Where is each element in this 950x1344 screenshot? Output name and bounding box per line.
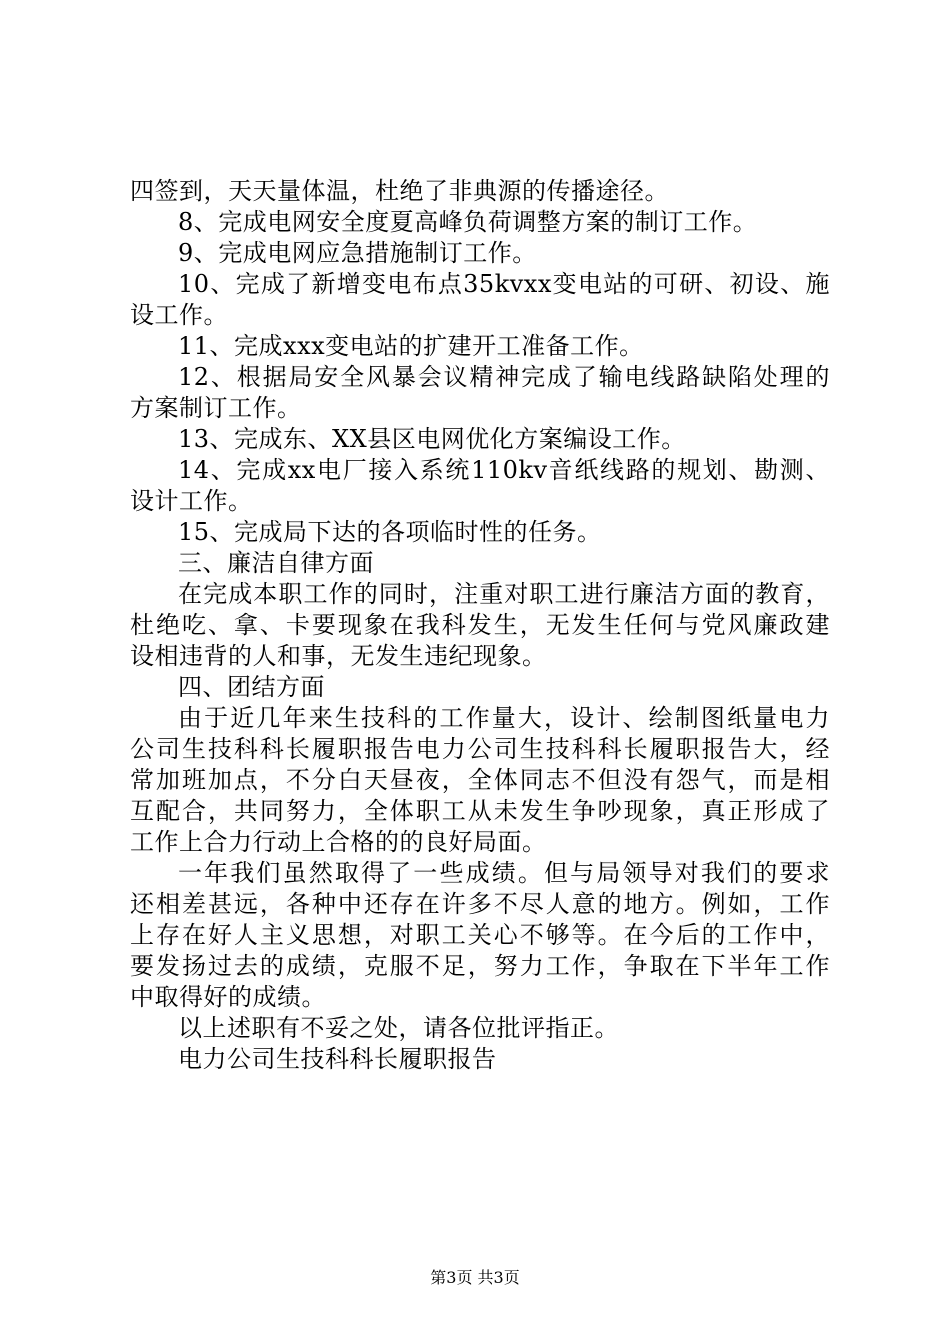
text-line: 方案制订工作。 <box>130 394 302 422</box>
text-line: 四签到，天天量体温，杜绝了非典源的传播途径。 <box>130 177 669 205</box>
text-line: 上存在好人主义思想，对职工关心不够等。在今后的工作中， <box>130 921 830 949</box>
text-line: 9、完成电网应急措施制订工作。 <box>178 239 537 267</box>
text-line: 设工作。 <box>130 301 228 329</box>
text-line: 以上述职有不妥之处，请各位批评指正。 <box>178 1014 619 1042</box>
text-line: 公司生技科科长履职报告电力公司生技科科长履职报告大，经 <box>130 735 830 763</box>
document-closing-title: 电力公司生技科科长履职报告 <box>178 1045 497 1073</box>
text-line: 11、完成xxx变电站的扩建开工准备工作。 <box>178 332 644 360</box>
text-line: 一年我们虽然取得了一些成绩。但与局领导对我们的要求 <box>178 859 830 887</box>
page-number: 第3页 共3页 <box>430 1268 520 1287</box>
text-line: 设计工作。 <box>130 487 253 515</box>
text-line: 杜绝吃、拿、卡要现象在我科发生，无发生任何与党风廉政建 <box>130 611 830 639</box>
text-line: 常加班加点，不分白天昼夜，全体同志不但没有怨气，而是相 <box>130 766 830 794</box>
text-line: 由于近几年来生技科的工作量大，设计、绘制图纸量电力 <box>178 704 830 732</box>
text-line: 工作上合力行动上合格的的良好局面。 <box>130 828 547 856</box>
text-line: 在完成本职工作的同时，注重对职工进行廉洁方面的教育， <box>178 580 830 608</box>
text-line: 12、根据局安全风暴会议精神完成了输电线路缺陷处理的 <box>178 363 830 391</box>
section-heading: 三、廉洁自律方面 <box>178 549 374 577</box>
text-line: 要发扬过去的成绩，克服不足，努力工作，争取在下半年工作 <box>130 952 830 980</box>
text-line: 设相违背的人和事，无发生违纪现象。 <box>130 642 547 670</box>
document-body <box>130 176 830 1075</box>
text-line: 8、完成电网安全度夏高峰负荷调整方案的制订工作。 <box>178 208 758 236</box>
text-line: 15、完成局下达的各项临时性的任务。 <box>178 518 602 546</box>
section-heading: 四、团结方面 <box>178 673 325 701</box>
text-line: 互配合，共同努力，全体职工从未发生争吵现象，真正形成了 <box>130 797 830 825</box>
text-line: 中取得好的成绩。 <box>130 983 326 1011</box>
text-line: 14、完成xx电厂接入系统110kv音纸线路的规划、勘测、 <box>178 456 830 484</box>
text-line: 还相差甚远，各种中还存在许多不尽人意的地方。例如，工作 <box>130 890 830 918</box>
page-footer <box>0 1268 950 1288</box>
text-line: 10、完成了新增变电布点35kvxx变电站的可研、初设、施 <box>178 270 830 298</box>
text-line: 13、完成东、XX县区电网优化方案编设工作。 <box>178 425 686 453</box>
